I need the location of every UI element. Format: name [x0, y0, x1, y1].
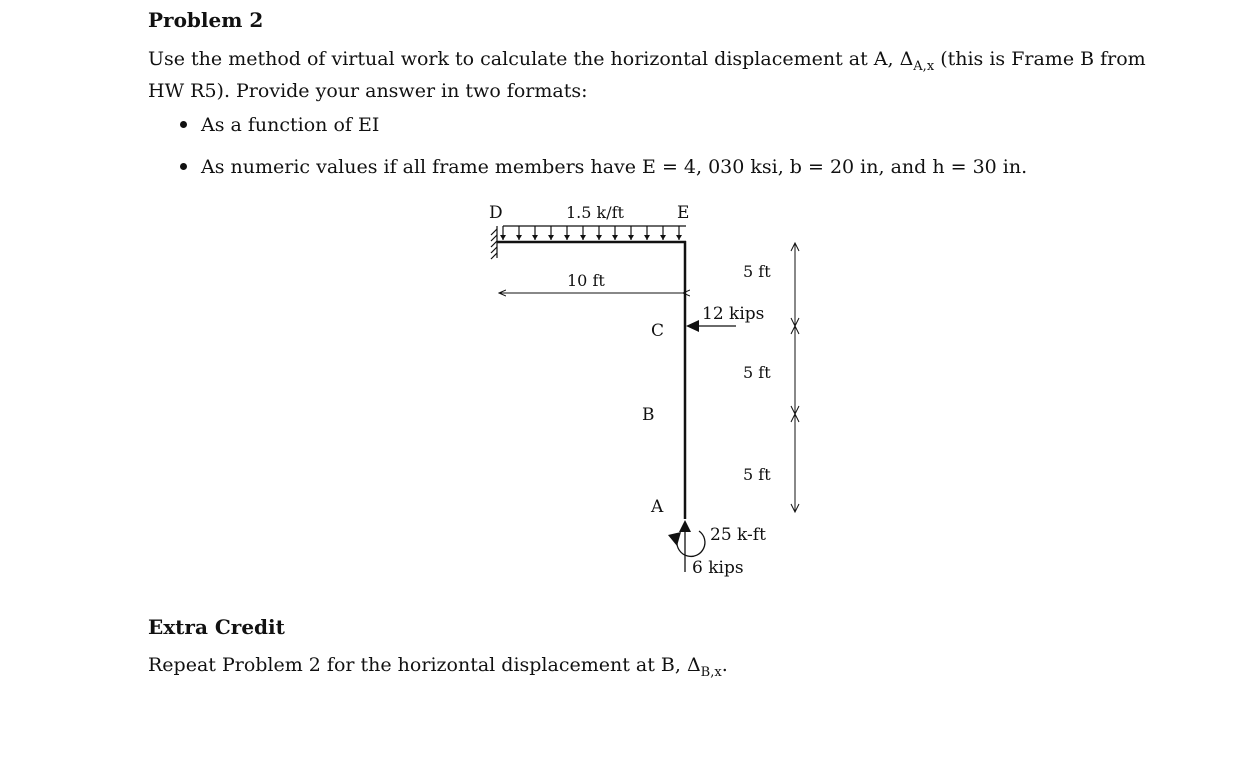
beam-length-label: 10 ft: [567, 271, 605, 290]
point-load-arrowhead-icon: [686, 320, 699, 332]
delta-subscript: A,x: [913, 58, 935, 74]
extra-credit-title: Extra Credit: [148, 615, 285, 639]
problem-title: Problem 2: [148, 8, 264, 32]
point-load-label: 12 kips: [702, 304, 765, 324]
extra-credit-text: Repeat Problem 2 for the horizontal displacement at B, $\Delta_{B,x}$.: [148, 654, 728, 680]
vertical-dimension: [791, 243, 799, 512]
base-load-arrowhead-icon: [679, 520, 691, 532]
moment-arrowhead-icon: [668, 532, 681, 546]
bullet-item: As numeric values if all frame members have E = 4, 030 ksi, b = 20 in, and h = 30 in.: [180, 156, 1027, 178]
label-d: D: [489, 203, 503, 223]
bullet-item: As a function of EI: [180, 114, 379, 136]
segment-label-bottom: 5 ft: [743, 465, 771, 484]
segment-label-middle: 5 ft: [743, 363, 771, 382]
delta-subscript: B,x: [700, 664, 722, 680]
label-c: C: [651, 321, 665, 341]
dist-load-label: 1.5 k/ft: [566, 203, 624, 222]
segment-label-top: 5 ft: [743, 262, 771, 281]
label-b: B: [642, 405, 655, 425]
label-a: A: [651, 497, 664, 517]
base-load-label: 6 kips: [692, 558, 744, 578]
distributed-load-icon: [503, 226, 686, 240]
label-e: E: [677, 203, 690, 223]
moment-arc-icon: [677, 531, 705, 556]
problem-statement: Use the method of virtual work to calculate the horizontal displacement at A, $\Delta_{A,x}$ (this is Frame B from HW R5). Provide your answer in two formats:: [148, 48, 1146, 102]
fixed-support-icon: [491, 226, 497, 259]
moment-label: 25 k-ft: [710, 525, 766, 545]
